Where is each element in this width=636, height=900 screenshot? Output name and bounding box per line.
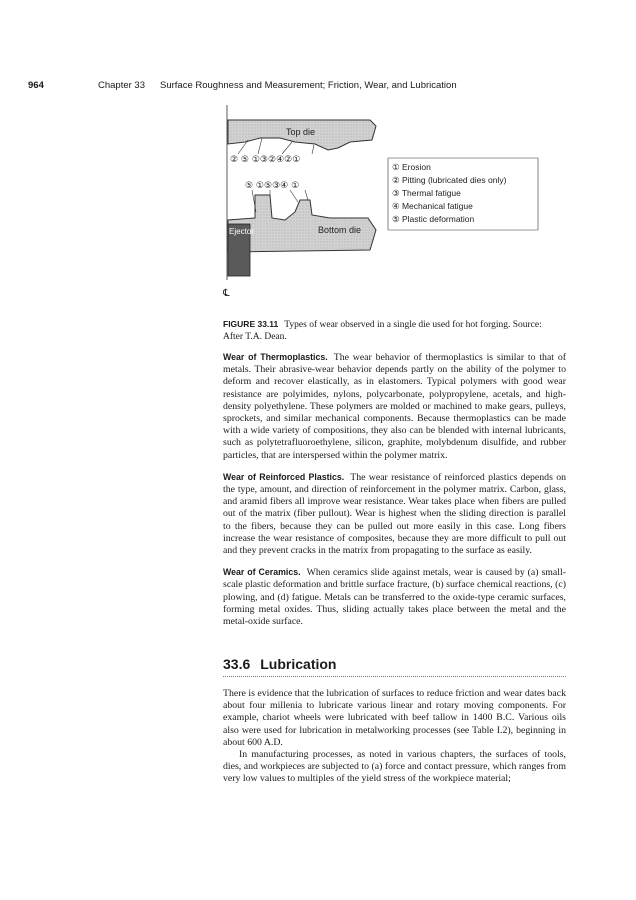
leader-line [282, 142, 292, 154]
caption-text: Types of wear observed in a single die used for hot forging. Source: After T.A. Dean. [223, 320, 542, 342]
legend-plastic-deformation: ⑤ Plastic deformation [392, 214, 475, 224]
top-wear-markers: ② ⑤ ①③②④②① [230, 155, 301, 165]
run-in-heading: Wear of Reinforced Plastics. [223, 471, 345, 482]
paragraph-lubrication-2: In manufacturing processes, as noted in various chapters, the surfaces of tools, dies, and workpieces are subjected to (a) force and contact pressure, which ranges from very low values to multiples of the yield stress of the workpiece material; [223, 749, 566, 785]
paragraph-text: The wear resistance of reinforced plastics depends on the type, amount, and direction of reinforcement in the polymer matrix. Carbon, glass, and aramid fibers all improve wear resistance. Wear takes place when fibers are pulled out of the matrix (fiber pullout). Wear is highest when the sliding direction is parallel to the fibers, because they can be pulled out more easily in this case. Long fibers increase the wear resistance of composites, because they are more difficult to pull out and they prevent cracks in the matrix from propagating to the surface as easily. [223, 471, 567, 557]
ejector-label: Ejector [229, 227, 254, 236]
section-rule [223, 676, 566, 677]
leader-line [258, 138, 262, 154]
bottom-die-label: Bottom die [318, 225, 362, 235]
page-number: 964 [28, 80, 44, 91]
legend-mechanical-fatigue: ④ Mechanical fatigue [392, 201, 473, 211]
legend [388, 158, 538, 230]
paragraph-thermoplastics [223, 351, 566, 462]
wear-sections [223, 351, 566, 637]
legend-pitting: ② Pitting (lubricated dies only) [392, 175, 507, 185]
bottom-wear-markers: ⑤ ①⑤③④ ① [245, 181, 300, 191]
leader-line [305, 190, 308, 200]
leader-line [290, 190, 298, 202]
run-in-heading: Wear of Ceramics. [223, 567, 301, 578]
paragraph-text: The wear behavior of thermoplastics is similar to that of metals. Their abrasive-wear behavior depends partly on the ability of the polymer to deform and recover elastically, as in elastomers. Typical polymers with good wear resistance are polyimides, nylons, polycarbonate, polypropylene, acetals, and high-density polyethylene. These polymers are molded or machined to make gears, pulleys, sprockets, and similar mechanical components. Because thermoplastics can be made with a wide variety of compositions, they also can be blended with internal lubricants, such as polytetrafluoroethylene, silicon, graphite, molybdenum disulfide, and rubber particles, that are interspersed within the polymer matrix. [223, 352, 566, 461]
figure-caption [223, 318, 563, 343]
running-header [28, 80, 588, 94]
die-diagram [200, 100, 540, 305]
chapter-label: Chapter 33 [98, 80, 146, 91]
figure-label: FIGURE 33.11 [223, 319, 279, 329]
section-number: 33.6 [223, 656, 251, 672]
legend-erosion: ① Erosion [392, 162, 431, 172]
forging-die-figure [200, 100, 540, 305]
top-die-label: Top die [286, 127, 316, 137]
run-in-heading: Wear of Thermoplastics. [223, 352, 328, 362]
legend-thermal-fatigue: ③ Thermal fatigue [392, 188, 461, 198]
lubrication-text [223, 688, 566, 786]
section-title: Lubrication [260, 656, 337, 672]
leader-line [312, 145, 314, 154]
paragraph-reinforced-plastics [223, 471, 566, 557]
paragraph-ceramics [223, 566, 566, 628]
section-heading [223, 656, 566, 672]
paragraph-text: When ceramics slide against metals, wear is caused by (a) small-scale plastic deformation and brittle surface fracture, (b) surface chemical reactions, (c) plowing, and (d) fatigue. Metals can be transferred to the oxide-type ceramic surfaces, forming metal oxides. Thus, sliding actually takes place between the metal and the metal-oxide surface. [223, 567, 566, 628]
paragraph-lubrication-1: There is evidence that the lubrication of surfaces to reduce friction and wear dates back about four millenia to lubricate various linear and rotary moving components. For example, chariot wheels were lubricated with beef tallow in 1400 B.C. Various oils also were used for lubrication in metalworking processes (see Table I.2), beginning in about 600 A.D. [223, 688, 566, 748]
centerline-symbol: ℄ [223, 288, 230, 299]
chapter-title: Surface Roughness and Measurement; Friction, Wear, and Lubrication [160, 80, 457, 91]
